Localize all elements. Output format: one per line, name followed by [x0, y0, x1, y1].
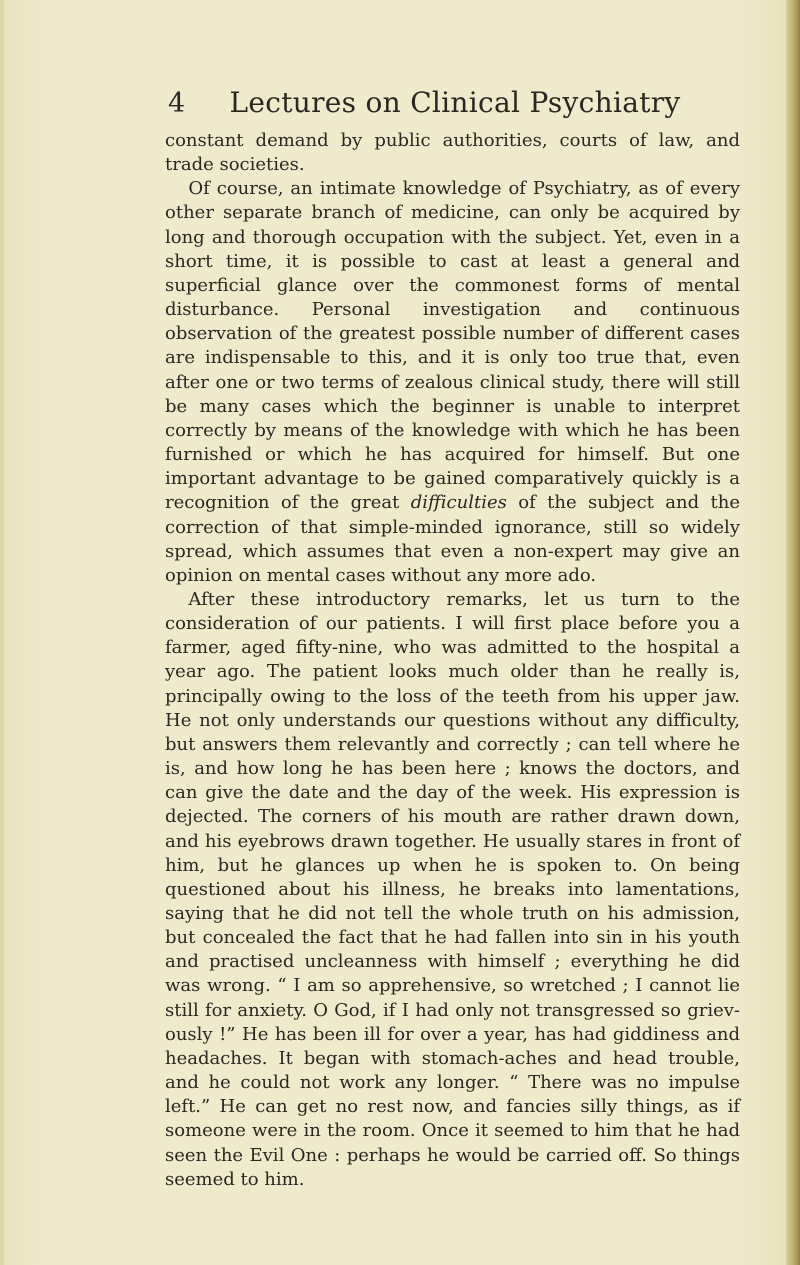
paragraph-2 [165, 177, 740, 588]
paragraph-2-italic: difficulties [410, 492, 507, 514]
page-left-edge [0, 0, 4, 1265]
page-number: 4 [168, 88, 186, 119]
paragraph-2-text-b: of the subject and the correction of that simple-minded ignorance, still so widely spread, which assumes that even a non-expert may give an opinion on mental cases without any more ado. [165, 492, 740, 586]
running-head [0, 78, 800, 118]
running-title: Lectures on Clinical Psychiatry [229, 86, 681, 119]
body-text [165, 129, 740, 1192]
paragraph-3: After these introductory remarks, let us turn to the consideration of our patients. I will first place before you a farmer, aged fifty-nine, who was admitted to the hospital a year ago. The patient looks much older than he really is, principally owing to the loss of the teeth from his upper jaw. He not only understands our questions without any difficulty, but answers them relevantly and correctly ; can tell where he is, and how long he has been here ; knows the doctors, and can give the date and the day of the week. His expression is dejected. The corners of his mouth are rather drawn down, and his eyebrows drawn together. He usually stares in front of him, but he glances up when he is spoken to. On being questioned about his illness, he breaks into lamentations, saying that he did not tell the whole truth on his admission, but concealed the fact that he had fallen into sin in his youth and practised uncleanness with himself ; everything he did was wrong. “ I am so apprehensive, so wretched ; I cannot lie still for anxiety. O God, if I had only not transgressed so grievously !” He has been ill for over a year, has had giddiness and headaches. It began with stomach-aches and head trouble, and he could not work any longer. “ There was no impulse left.” He can get no rest now, and fancies silly things, as if someone were in the room. Once it seemed to him that he had seen the Evil One : perhaps he would be carried off. So things seemed to him. [165, 588, 740, 1190]
paragraph-2-text-a: Of course, an intimate knowledge of Psychiatry, as of every other separate branch of medicine, can only be acquired by long and thorough occupation with the subject. Yet, even in a short time, it is possible to cast at least a general and superficial glance over the commonest forms of mental disturbance. Personal investigation and continuous observation of the greatest possible number of different cases are indispensable to this, and it is only too true that, even after one or two terms of zealous clinical study, there will still be many cases which the beginner is unable to interpret correctly by means of the knowledge with which he has been furnished or which he has acquired for himself. But one important advantage to be gained comparatively quickly is a recognition of the great [165, 178, 740, 514]
page-right-edge [786, 0, 800, 1265]
paragraph-1: constant demand by public authorities, courts of law, and trade societies. [165, 130, 740, 176]
